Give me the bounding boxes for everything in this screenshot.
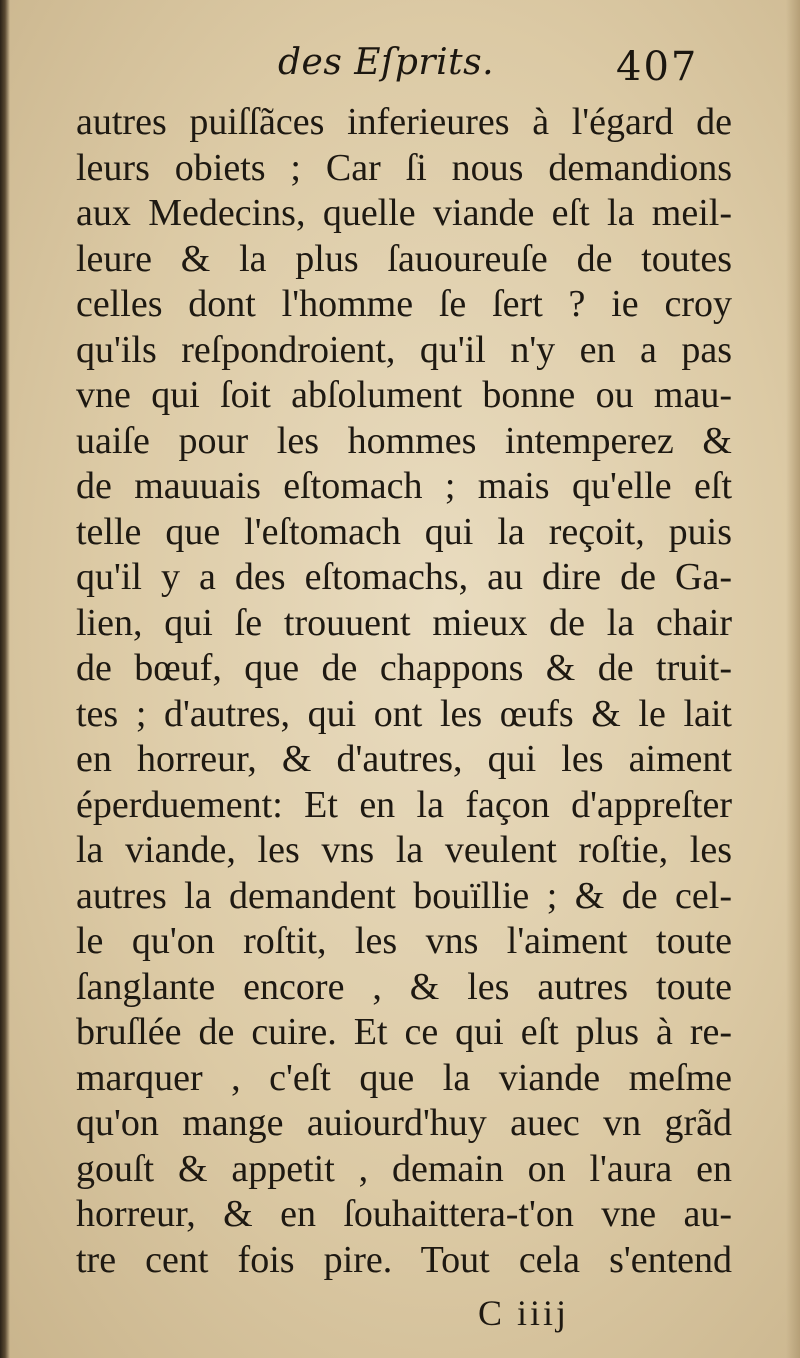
page-footer (0, 1292, 800, 1342)
text-line: tre cent fois pire. Tout cela s'entend (76, 1238, 732, 1281)
text-line: qu'on mange auiourd'huy auec vn grãd (76, 1102, 732, 1144)
body-text (76, 100, 732, 1283)
page-header (0, 38, 800, 98)
text-line: la viande, les vns la veulent roſtie, les (76, 829, 732, 871)
text-line: de bœuf, que de chappons & de truit- (76, 647, 732, 689)
page-gutter-shadow (0, 0, 10, 1358)
text-line: autres la demandent bouïllie ; & de cel- (76, 874, 732, 917)
text-line: tes ; d'autres, qui ont les œufs & le lait (76, 692, 732, 735)
text-line: lien, qui ſe trouuent mieux de la chair (76, 601, 732, 644)
text-line: de mauuais eſtomach ; mais qu'elle eſt (76, 465, 732, 507)
text-line: marquer , c'eſt que la viande meſme (76, 1056, 732, 1099)
text-line: celles dont l'homme ſe ſert ? ie croy (76, 283, 732, 325)
text-line: gouſt & appetit , demain on l'aura en (76, 1147, 732, 1190)
text-line: ſanglante encore , & les autres toute (76, 965, 732, 1008)
page-number: 407 (616, 44, 699, 90)
text-line: horreur, & en ſouhaittera-t'on vne au- (76, 1193, 732, 1235)
text-line: bruſlée de cuire. Et ce qui eſt plus à re- (76, 1011, 732, 1053)
text-line: en horreur, & d'autres, qui les aiment (76, 738, 732, 780)
text-line: leure & la plus ſauoureuſe de toutes (76, 237, 732, 280)
text-line: le qu'on roſtit, les vns l'aiment toute (76, 920, 732, 962)
text-line: autres puiſſãces inferieures à l'égard de (76, 101, 732, 143)
signature-mark: C iiij (478, 1293, 570, 1333)
text-line: qu'ils reſpondroient, qu'il n'y en a pas (76, 328, 732, 371)
text-line: telle que l'eſtomach qui la reçoit, puis (76, 510, 732, 553)
page-edge (786, 0, 800, 1358)
text-line: aux Medecins, quelle viande eſt la meil- (76, 192, 732, 234)
text-line: vne qui ſoit abſolument bonne ou mau- (76, 374, 732, 416)
text-line: leurs obiets ; Car ſi nous demandions (76, 146, 732, 189)
text-line: qu'il y a des eſtomachs, au dire de Ga- (76, 556, 732, 598)
text-line: éperduement: Et en la façon d'appreſter (76, 783, 732, 826)
text-line: uaiſe pour les hommes intemperez & (76, 419, 732, 462)
running-head: des Eſprits. (278, 42, 495, 83)
